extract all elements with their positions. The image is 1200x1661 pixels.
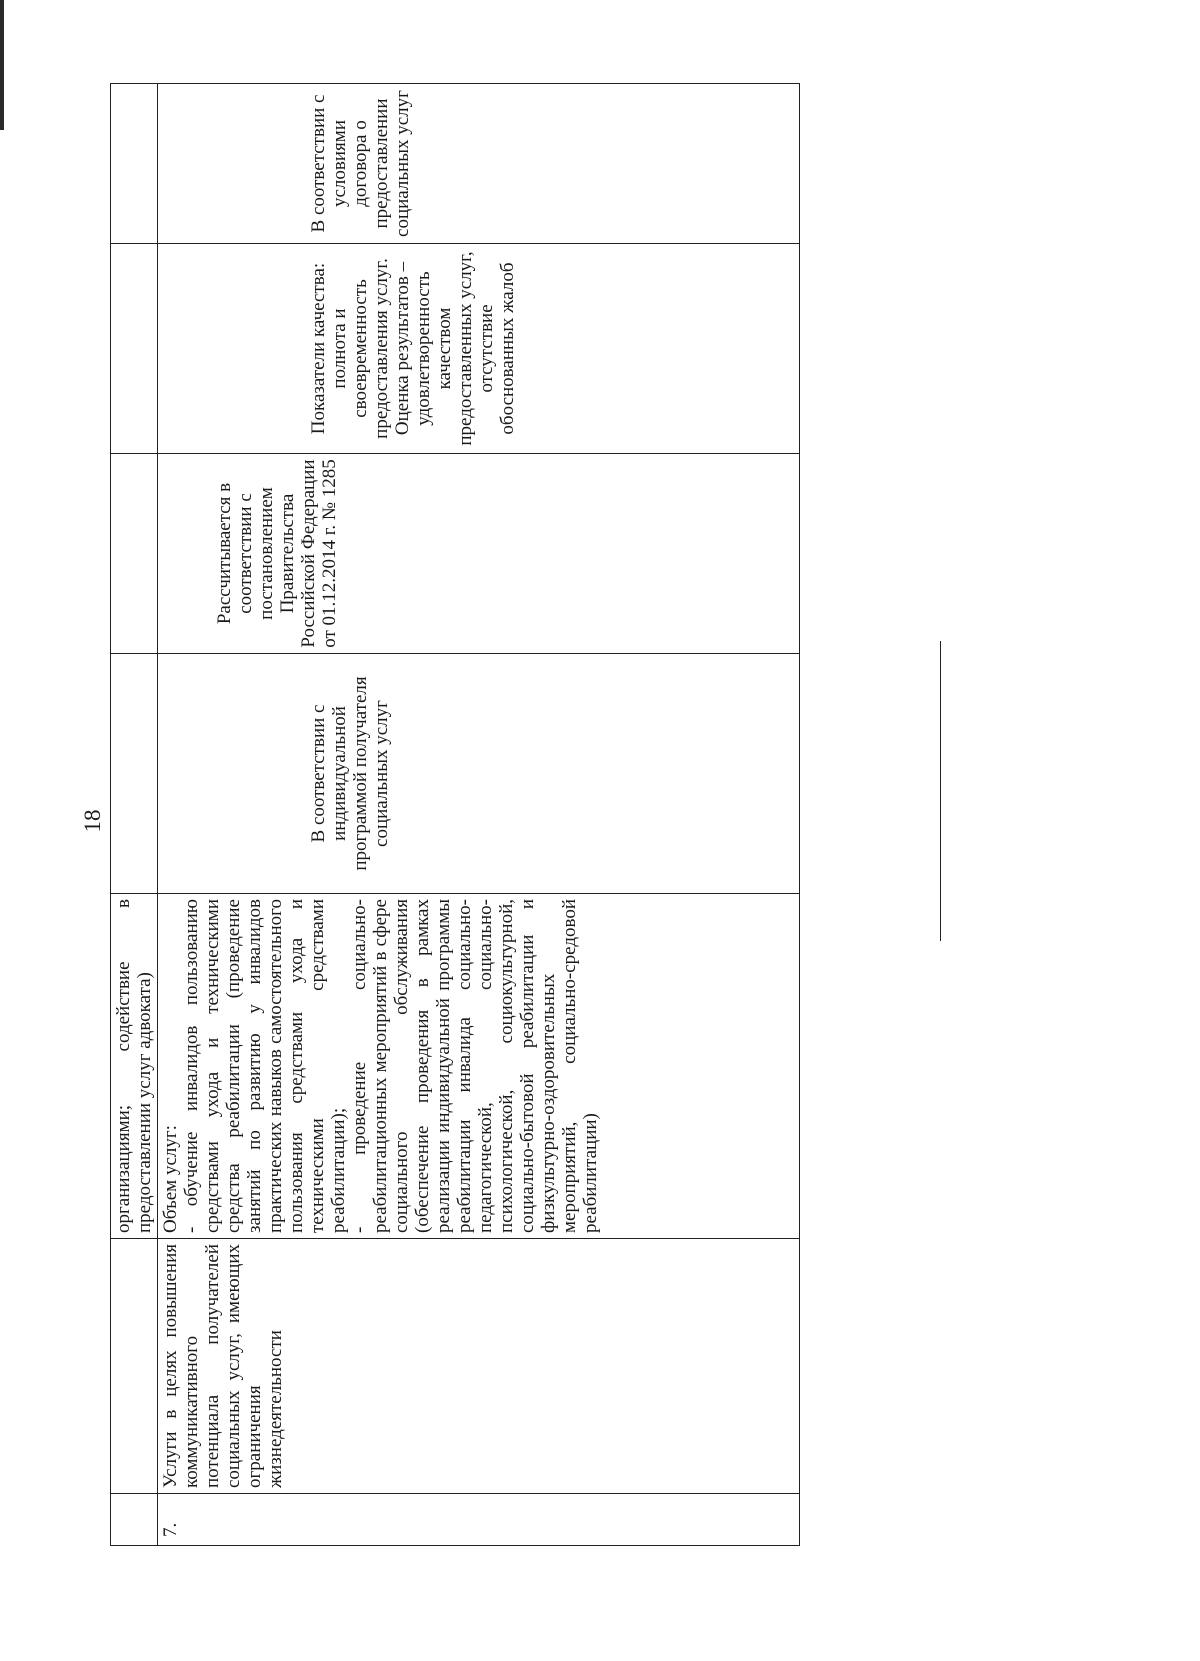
- provision-conditions: В соответствии с условиями договора о предоставлении социальных услуг: [158, 84, 800, 244]
- service-scope: [158, 894, 800, 1239]
- page-number: 18: [80, 809, 105, 833]
- cell-empty: [111, 454, 158, 654]
- table-row: [111, 84, 158, 1546]
- scope-title: Объем услуг:: [160, 1125, 181, 1233]
- service-continuation-text: организациями; содействие в предоставлении услуг адвоката): [113, 899, 155, 1233]
- services-table: [110, 83, 800, 1546]
- cell-empty: [111, 654, 158, 894]
- service-tariff: Рассчитывается в соответствии с постановлением Правительства Российской Федерации от 01.12.2014 г. № 1285: [158, 454, 800, 654]
- end-rule: [940, 641, 941, 941]
- scope-item: - обучение инвалидов пользованию средствами ухода и техническими средства реабилитации (проведение занятий по развитию у инвалидов практических навыков самостоятельного пользования средствами ухода и техническими средствами реабилитации);: [181, 899, 349, 1233]
- service-term: В соответствии с индивидуальной программой получателя социальных услуг: [158, 654, 800, 894]
- cell-empty: [111, 84, 158, 244]
- quality-indicators: Показатели качества: полнота и своевременность предоставления услуг. Оценка результатов – удовлетворенность качеством предоставленных услуг, отсутствие обоснованных жалоб: [158, 244, 800, 454]
- cell-service-continuation: [111, 894, 158, 1239]
- table-row: [158, 84, 800, 1546]
- cell-empty: [111, 244, 158, 454]
- row-number: 7.: [158, 1494, 800, 1546]
- scope-item: - проведение социально-реабилитационных мероприятий в сфере социального обслуживания (обеспечение проведения в рамках реализации индивидуальной программы реабилитации инвалида социально-педагогической, социально-психологической, социокультурной, социально-бытовой реабилитации и физкультурно-оздоровительных мероприятий, социально-средовой реабилитации): [349, 899, 601, 1233]
- cell-num-empty: [111, 1494, 158, 1546]
- service-name: Услуги в целях повышения коммуникативного потенциала получателей социальных услуг, имеющих ограничения жизнедеятельности: [158, 1239, 800, 1494]
- cell-name-empty: [111, 1239, 158, 1494]
